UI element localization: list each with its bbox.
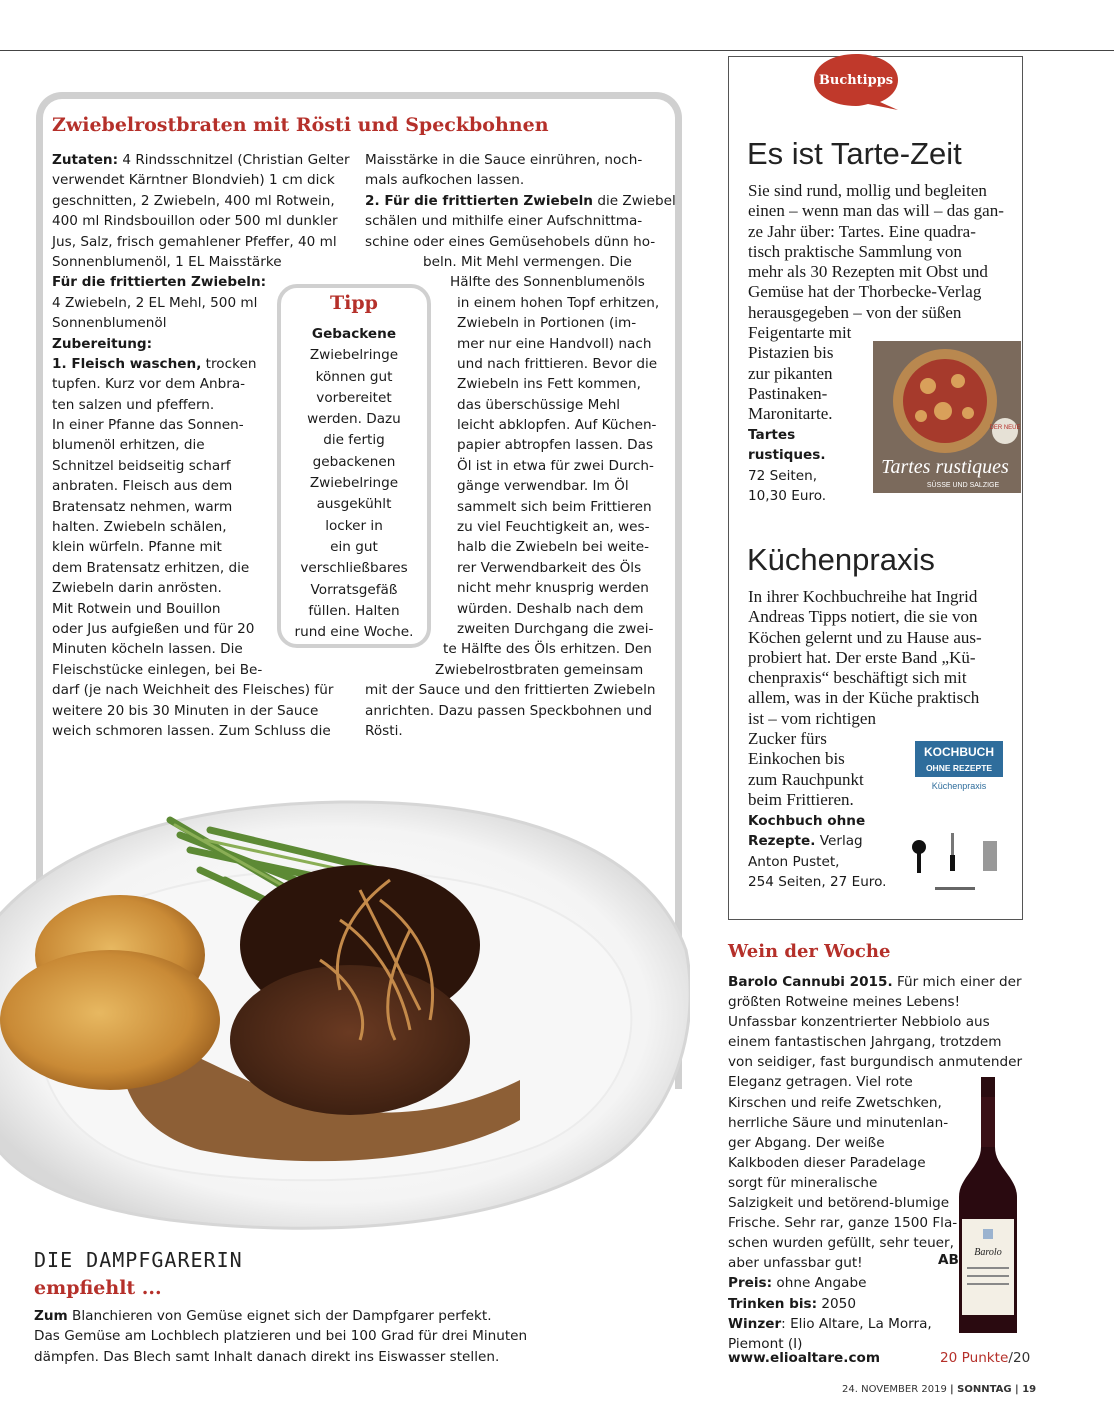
- book2-meta: [748, 811, 887, 893]
- book1-meta: [748, 425, 826, 507]
- recipe-title: Zwiebelrostbraten mit Rösti und Speckbohnen: [52, 114, 549, 136]
- text-line: Öl ist in etwa für zwei Durch-: [457, 457, 654, 474]
- text-line: das überschüssige Mehl: [457, 396, 621, 413]
- text-line: Hälfte des Sonnenblumenöls: [450, 274, 645, 291]
- book1-cover: [873, 341, 1021, 493]
- wine-points: [940, 1350, 1030, 1366]
- text-line: locker in: [325, 517, 383, 534]
- text-line: Eleganz getragen. Viel rote: [728, 1074, 913, 1091]
- tipp-text: [281, 324, 427, 643]
- text-line: mer nur eine Handvoll) nach: [457, 335, 652, 352]
- wine-label-text: Barolo: [974, 1247, 1002, 1258]
- text-line: darf (je nach Weichheit des Fleisches) für: [52, 682, 334, 699]
- text-line: ze Jahr über: Tartes. Eine quadra-: [748, 221, 976, 241]
- dampfgarerin-heading: DIE DAMPFGARERIN: [34, 1248, 243, 1272]
- wine-points-value: 20 Punkte: [940, 1350, 1009, 1366]
- text-line: zum Rauchpunkt: [748, 769, 864, 789]
- text-line: verschließbares: [300, 560, 408, 577]
- book2-cover-line1: KOCHBUCH: [924, 745, 994, 759]
- text-line: rund eine Woche.: [294, 624, 414, 641]
- text-line: in einem hohen Topf erhitzen,: [457, 294, 660, 311]
- text-line: 1. Fleisch waschen, trocken: [52, 355, 257, 372]
- text-line: Sie sind rund, mollig und begleiten: [748, 181, 987, 200]
- text-line: sorgt für mineralische: [728, 1174, 878, 1191]
- text-line: Vorratsgefäß: [310, 581, 398, 598]
- text-line: rer Verwendbarkeit des Öls: [457, 559, 642, 576]
- text-line: zur pikanten: [748, 363, 833, 383]
- top-rule: [0, 50, 1114, 51]
- text-line: herrliche Säure und minutenlan-: [728, 1114, 949, 1131]
- text-line: Frische. Sehr rar, ganze 1500 Fla-: [728, 1215, 958, 1232]
- text-line: Pistazien bis: [748, 343, 834, 363]
- text-line: leicht abklopfen. Auf Küchen-: [457, 417, 657, 434]
- text-line: oder Jus aufgießen und für 20: [52, 620, 255, 637]
- text-line: Zwiebeln darin anrösten.: [52, 580, 222, 597]
- text-line: Anton Pustet,: [748, 853, 840, 870]
- text-line: herausgegeben – von der süßen: [748, 302, 962, 322]
- text-line: Maronitarte.: [748, 404, 833, 424]
- text-line: Zwiebelringe: [309, 475, 399, 492]
- text-line: 254 Seiten, 27 Euro.: [748, 874, 887, 891]
- wine-bottle-image: [957, 1077, 1019, 1337]
- text-line: Kirschen und reife Zwetschken,: [728, 1094, 942, 1111]
- text-line: füllen. Halten: [308, 602, 400, 619]
- text-line: mals aufkochen lassen.: [365, 172, 525, 189]
- text-line: Zwiebeln ins Fett kommen,: [457, 376, 641, 393]
- text-line: rustiques.: [748, 447, 826, 464]
- text-line: Tartes: [748, 427, 796, 443]
- text-line: Feigentarte mit: [748, 323, 852, 343]
- book2-cover: [905, 729, 1017, 897]
- text-line: Piemont (I): [728, 1335, 803, 1352]
- text-line: Rösti.: [365, 722, 403, 739]
- text-line: 10,30 Euro.: [748, 488, 827, 505]
- text-line: vorbereitet: [316, 389, 392, 406]
- wine-author: AB: [938, 1252, 959, 1268]
- text-line: Gemüse hat der Thorbecke-Verlag: [748, 282, 982, 302]
- text-line: chenpraxis“ beschäftigt sich mit: [748, 668, 967, 688]
- text-line: ger Abgang. Der weiße: [728, 1134, 885, 1151]
- dampfgarerin-subheading: empfiehlt ...: [34, 1277, 162, 1299]
- text-line: Maisstärke in die Sauce einrühren, noch-: [365, 152, 643, 168]
- text-line: Winzer: Elio Altare, La Morra,: [728, 1315, 932, 1332]
- text-line: sammelt sich beim Frittieren: [457, 498, 652, 515]
- wine-url[interactable]: www.elioaltare.com: [728, 1350, 881, 1366]
- text-line: Kochbuch ohne: [748, 813, 866, 829]
- text-line: ten salzen und pfeffern.: [52, 396, 215, 413]
- text-line: Trinken bis: 2050: [728, 1295, 856, 1312]
- text-line: dämpfen. Das Blech samt Inhalt danach direkt ins Eiswasser stellen.: [34, 1348, 500, 1365]
- text-line: größten Rotweine meines Lebens!: [728, 994, 961, 1011]
- text-line: allem, was in der Küche praktisch: [748, 688, 980, 708]
- text-line: halten. Zwiebeln schälen,: [52, 519, 227, 536]
- text-line: Unfassbar konzentrierter Nebbiolo aus: [728, 1014, 990, 1031]
- text-line: 400 ml Rindsbouillon oder 500 ml dunkler: [52, 213, 338, 230]
- food-photo: [0, 780, 690, 1235]
- text-line: einen – wenn man das will – das gan-: [748, 201, 1004, 221]
- text-line: gänge verwendbar. Im Öl: [457, 478, 629, 495]
- text-line: nicht mehr knusprig werden: [457, 580, 649, 597]
- book1-cover-subtitle: SÜSSE UND SALZIGE: [926, 482, 1000, 489]
- text-line: halb die Zwiebeln bei weite-: [457, 539, 649, 556]
- text-line: Zwiebelringe: [309, 347, 399, 364]
- text-line: können gut: [315, 368, 393, 385]
- text-line: geschnitten, 2 Zwiebeln, 400 ml Rotwein,: [52, 192, 335, 209]
- book2-title: Küchenpraxis: [747, 542, 935, 577]
- dampfgarerin-text: [34, 1306, 527, 1367]
- text-line: gebackenen: [312, 453, 396, 470]
- booktips-badge: Buchtipps: [818, 73, 894, 88]
- text-line: papier abtropfen lassen. Das: [457, 437, 654, 454]
- book2-cover-line2: OHNE REZEPTE: [925, 763, 993, 773]
- book1-title: Es ist Tarte-Zeit: [747, 136, 962, 171]
- text-line: klein würfeln. Pfanne mit: [52, 539, 222, 556]
- text-line: und nach frittieren. Bevor die: [457, 355, 658, 372]
- text-line: schine oder eines Gemüsehobels dünn ho-: [365, 233, 656, 250]
- footer-page: 19: [1022, 1384, 1037, 1395]
- text-line: zu viel Feuchtigkeit an, wes-: [457, 519, 650, 536]
- text-line: Kalkboden dieser Paradelage: [728, 1154, 926, 1171]
- text-line: Pastinaken-: [748, 383, 828, 403]
- text-line: Gebackene: [311, 326, 397, 342]
- text-line: tisch praktische Sammlung von: [748, 241, 962, 261]
- text-line: Zwiebelrostbraten gemeinsam: [435, 661, 644, 678]
- footer-section: SONNTAG: [957, 1384, 1012, 1395]
- book1-cover-title: Tartes rustiques: [881, 456, 1009, 478]
- text-line: ausgekühlt: [316, 496, 392, 513]
- text-line: te Hälfte des Öls erhitzen. Den: [443, 641, 652, 658]
- text-line: Zucker fürs: [748, 729, 827, 749]
- text-line: blumenöl erhitzen, die: [52, 437, 205, 454]
- text-line: weitere 20 bis 30 Minuten in der Sauce: [52, 702, 319, 719]
- text-line: dem Bratensatz erhitzen, die: [52, 559, 250, 576]
- text-line: Köchen gelernt und zu Hause aus-: [748, 627, 982, 647]
- tipp-title: Tipp: [330, 292, 378, 314]
- text-line: zweiten Durchgang die zwei-: [457, 620, 654, 637]
- wine-points-max: /20: [1008, 1350, 1031, 1366]
- text-line: Jus, Salz, frisch gemahlener Pfeffer, 40 ml: [52, 233, 337, 250]
- text-line: tupfen. Kurz vor dem Anbra-: [52, 376, 246, 393]
- text-line: Preis: ohne Angabe: [728, 1275, 867, 1292]
- text-line: 72 Seiten,: [748, 467, 818, 484]
- page-footer: 24. NOVEMBER 2019 | SONNTAG | 19: [842, 1384, 1037, 1395]
- text-line: probiert hat. Der erste Band „Kü-: [748, 647, 976, 667]
- text-line: schälen und mithilfe einer Aufschnittma-: [365, 213, 643, 230]
- text-line: Für die frittierten Zwiebeln:: [52, 274, 267, 291]
- text-line: mit der Sauce und den frittierten Zwiebeln: [365, 682, 656, 699]
- text-line: aber unfassbar gut!: [728, 1255, 863, 1272]
- text-line: Sonnenblumenöl, 1 EL Maisstärke: [52, 253, 282, 270]
- text-line: würden. Deshalb nach dem: [457, 600, 644, 617]
- text-line: werden. Dazu: [307, 411, 401, 428]
- text-line: Schnitzel beidseitig scharf: [52, 457, 231, 474]
- text-line: Rezepte. Verlag: [748, 833, 863, 850]
- wine-title: Wein der Woche: [728, 941, 891, 962]
- text-line: beln. Mit Mehl vermengen. Die: [423, 253, 632, 270]
- text-line: einem fantastischen Jahrgang, trotzdem: [728, 1034, 1002, 1051]
- text-line: Das Gemüse am Lochblech platzieren und bei 100 Grad für drei Minuten: [34, 1328, 528, 1345]
- text-line: anrichten. Dazu passen Speckbohnen und: [365, 702, 652, 719]
- text-line: schen wurden gefüllt, sehr teuer,: [728, 1235, 954, 1252]
- book2-cover-line3: Küchenpraxis: [931, 781, 987, 791]
- text-line: Minuten köcheln lassen. Die: [52, 641, 243, 658]
- text-line: 2. Für die frittierten Zwiebeln die Zwiebel: [365, 192, 676, 209]
- text-line: In ihrer Kochbuchreihe hat Ingrid: [748, 587, 978, 606]
- text-line: Salzigkeit und betörend-blumige: [728, 1195, 950, 1212]
- text-line: Sonnenblumenöl: [52, 315, 167, 332]
- text-line: Mit Rotwein und Bouillon: [52, 600, 221, 617]
- text-line: beim Frittieren.: [748, 789, 854, 809]
- text-line: Barolo Cannubi 2015. Für mich einer der: [728, 974, 1022, 990]
- text-line: Zutaten: 4 Rindsschnitzel (Christian Gelter: [52, 152, 350, 168]
- footer-date: 24. NOVEMBER 2019: [842, 1384, 947, 1395]
- text-line: Einkochen bis: [748, 749, 845, 769]
- text-line: verwendet Kärntner Blondvieh) 1 cm dick: [52, 172, 335, 189]
- text-line: Zwiebeln in Portionen (im-: [457, 315, 637, 332]
- text-line: von seidiger, fast burgundisch anmutender: [728, 1054, 1023, 1071]
- text-line: die fertig: [323, 432, 385, 449]
- text-line: Zum Blanchieren von Gemüse eignet sich der Dampfgarer perfekt.: [34, 1308, 492, 1324]
- text-line: ist – vom richtigen: [748, 708, 876, 728]
- text-line: mehr als 30 Rezepten mit Obst und: [748, 262, 988, 282]
- text-line: ein gut: [330, 538, 378, 555]
- text-line: Zubereitung:: [52, 335, 153, 352]
- text-line: Fleischstücke einlegen, bei Be-: [52, 661, 263, 678]
- text-line: weich schmoren lassen. Zum Schluss die: [52, 722, 331, 739]
- text-line: Andreas Tipps notiert, die sie von: [748, 607, 978, 627]
- text-line: In einer Pfanne das Sonnen-: [52, 417, 244, 434]
- text-line: Bratensatz nehmen, warm: [52, 498, 233, 515]
- text-line: anbraten. Fleisch aus dem: [52, 478, 233, 495]
- book1-cover-badge: DER NEUE: [989, 425, 1021, 431]
- text-line: 4 Zwiebeln, 2 EL Mehl, 500 ml: [52, 294, 258, 311]
